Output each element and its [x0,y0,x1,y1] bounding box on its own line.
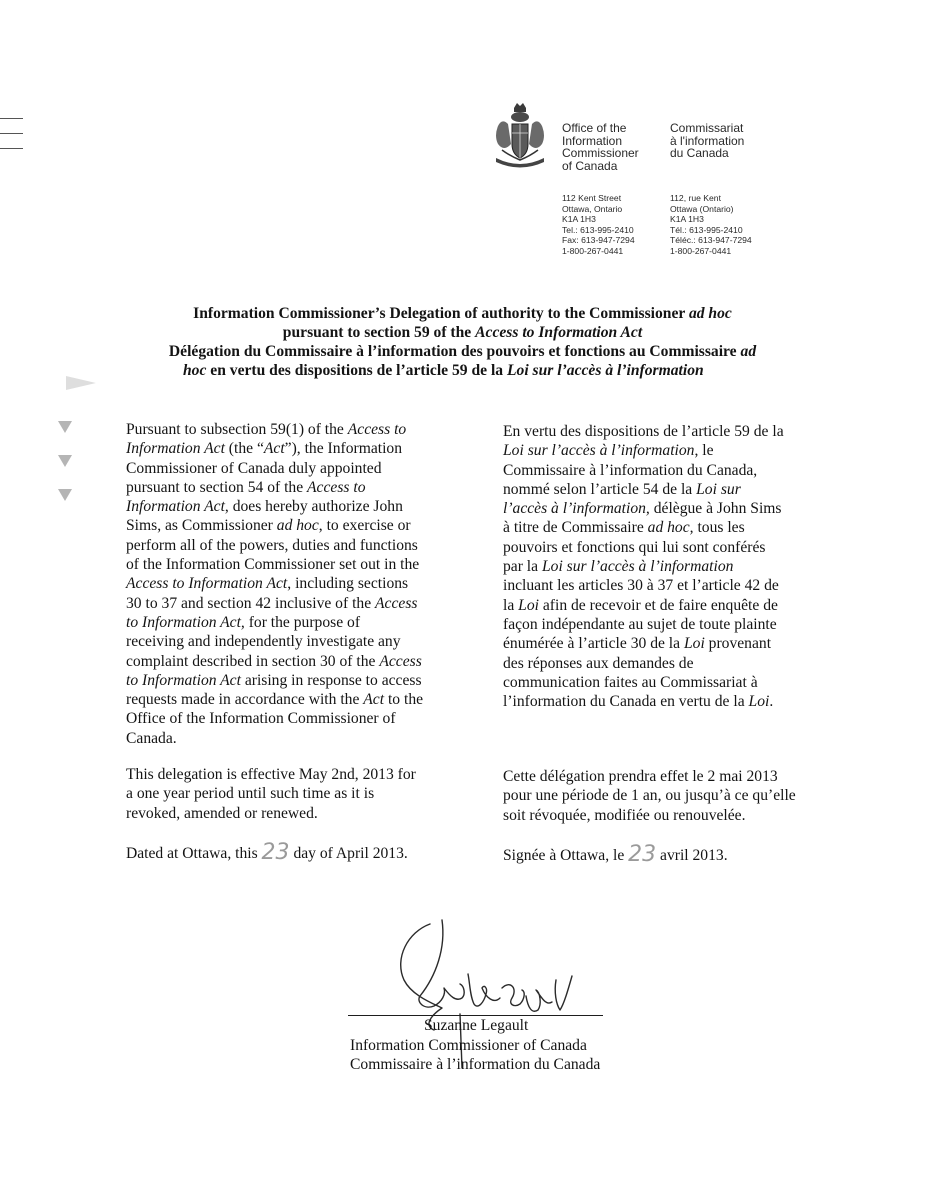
title-line: Délégation du Commissaire à l’information des pouvoirs et fonctions au Commissaire ad [168,343,757,360]
handwritten-day: 23 [628,842,657,867]
title-line: pursuant to section 59 of the Access to Information Act [282,324,643,341]
signatory-title-en: Information Commissioner of Canada [350,1036,587,1054]
french-paragraph-2: Cette délégation prendra effet le 2 mai 2013 pour une période de 1 an, ou jusqu’à ce qu’elle soit révoquée, modifiée ou renouvelée. [503,768,796,824]
english-dated-line: Dated at Ottawa, this 23 day of April 2013. [126,840,408,865]
signatory-title-fr: Commissaire à l’information du Canada [350,1056,601,1073]
letterhead-name-fr: Commissariat à l'information du Canada [670,121,745,160]
letterhead-address-fr: 112, rue Kent Ottawa (Ontario) K1A 1H3 Tél.: 613-995-2410 Téléc.: 613-947-7294 1-800-267-0441 [670,193,752,256]
document-title [150,304,775,380]
letterhead-address-en: 112 Kent Street Ottawa, Ontario K1A 1H3 Tel.: 613-995-2410 Fax: 613-947-7294 1-800-267-0441 [562,193,635,256]
title-line: Information Commissioner’s Delegation of authority to the Commissioner ad hoc [193,305,732,322]
scan-mark-line [0,133,23,134]
title-line: hoc en vertu des dispositions de l’article 59 de la Loi sur l’accès à l’information [183,362,704,379]
signature-block [350,1016,600,1075]
scan-arrow-mark [66,376,96,390]
coat-of-arms-icon [490,100,550,172]
english-paragraph-2: This delegation is effective May 2nd, 2013 for a one year period until such time as it is revoked, amended or renewed. [126,766,416,822]
french-paragraph-1: En vertu des dispositions de l’article 59 de la Loi sur l’accès à l’information, le Commissaire à l’information du Canada, nommé selon l’article 54 de la Loi sur l’accès à l’information, délègue à John Sims à titre de Commissaire ad hoc, tous les pouvoirs et fonctions qui lui sont conférés par la Loi sur l’accès à l’information incluant les articles 30 à 37 et l’article 42 de la Loi afin de recevoir et de faire enquête de façon indépendante au sujet de toute plainte énumérée à l’article 30 de la Loi provenant des réponses aux demandes de communication faites au Commissariat à l’information du Canada en vertu de la Loi. [503,423,784,711]
signatory-name: Suzanne Legault [424,1017,529,1034]
scan-arrow-mark [58,455,72,467]
french-dated-line: Signée à Ottawa, le 23 avril 2013. [503,842,728,867]
english-paragraph-1: Pursuant to subsection 59(1) of the Access to Information Act (the “Act”), the Information Commissioner of Canada duly appointed pursuant to section 54 of the Access to Information Act, does hereby authorize John Sims, as Commissioner ad hoc, to exercise or perform all of the powers, duties and functions of the Information Commissioner set out in the Access to Information Act, including sections 30 to 37 and section 42 inclusive of the Access to Information Act, for the purpose of receiving and independently investigate any complaint described in section 30 of the Access to Information Act arising in response to access requests made in accordance with the Act to the Office of the Information Commissioner of Canada. [126,421,424,747]
scan-mark-line [0,118,23,119]
handwritten-day: 23 [261,840,290,865]
letterhead-name-en: Office of the Information Commissioner of Canada [562,121,639,173]
scan-arrow-mark [58,421,72,433]
scan-mark-line [0,148,23,149]
scan-arrow-mark [58,489,72,501]
